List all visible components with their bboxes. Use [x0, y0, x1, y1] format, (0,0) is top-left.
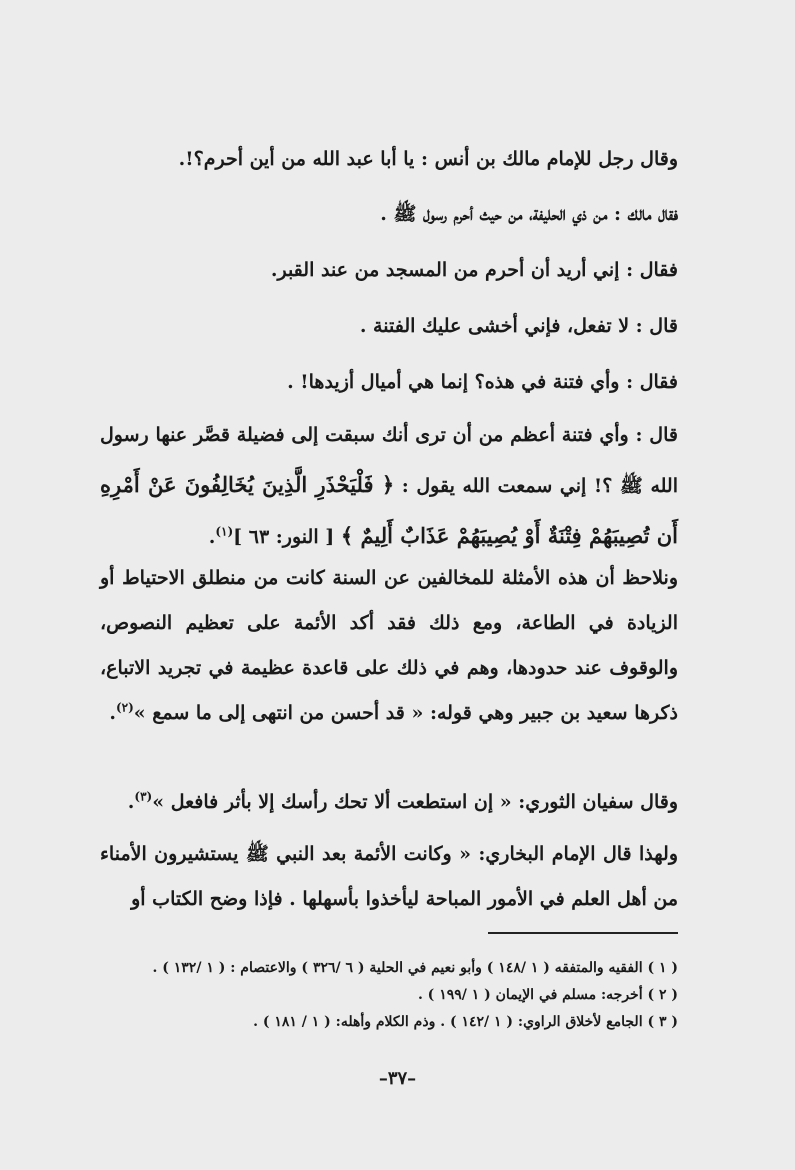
quran-verse: ﴿ فَلْيَحْذَرِ الَّذِينَ يُخَالِفُونَ عَنْ أَمْرِهِ أَن تُصِيبَهُمْ فِتْنَةٌ أَوْ يُصِيبَهُمْ عَذَابٌ أَلِيمٌ ﴾ — [100, 472, 678, 548]
body-line-3: فقال : إني أريد أن أحرم من المسجد من عند القبر. — [270, 259, 678, 281]
paragraph-text: وقال سفيان الثوري: « إن استطعت ألا تحك رأسك إلا بأثر فافعل » — [152, 791, 678, 813]
body-line-4: قال : لا تفعل، فإني أخشى عليك الفتنة . — [359, 315, 678, 337]
body-paragraph-verse — [100, 410, 678, 562]
footnote-1: ( ١ ) الفقيه والمتفقه ( ١ /١٤٨ ) وأبو نعيم في الحلية ( ٦ /٣٢٦ ) والاعتصام : ( ١ /١٣٢ ) . — [152, 960, 678, 976]
footnote-marker-2: (٢) — [115, 700, 134, 715]
paragraph-end: . — [208, 526, 216, 548]
paragraph-end: . — [127, 791, 135, 813]
body-line-2: فقال مالك : من ذي الحليفة، من حيث أحرم رسول ﷺ . — [380, 203, 678, 225]
paragraph-text: قال : وأي فتنة أعظم من أن ترى أنك سبقت إلى فضيلة قصَّر عنها رسول الله ﷺ ؟! إني سمعت الله يقول : — [100, 424, 678, 497]
footnote-2: ( ٢ ) أخرجه: مسلم في الإيمان ( ١ /١٩٩ ) . — [417, 987, 678, 1003]
footnote-marker-3: (٣) — [134, 789, 153, 804]
body-paragraph-bukhari: ولهذا قال الإمام البخاري: « وكانت الأئمة بعد النبي ﷺ يستشيرون الأمناء من أهل العلم في الأمور المباحة ليأخذوا بأسهلها . فإذا وضح الكتاب أو — [100, 843, 678, 910]
paragraph-text: ونلاحظ أن هذه الأمثلة للمخالفين عن السنة كانت من منطلق الاحتياط أو الزيادة في الطاعة، ومع ذلك فقد أكد الأئمة على تعظيم النصوص، والوقوف عند حدودها، وهم في ذلك على قاعدة عظيمة في تجريد الاتباع، ذكرها سعيد بن جبير وهي قوله: « قد أحسن من انتهى إلى ما سمع » — [100, 567, 678, 724]
footnote-3: ( ٣ ) الجامع لأخلاق الراوي: ( ١ /١٤٢ ) . وذم الكلام وأهله: ( ١ / ١٨١ ) . — [253, 1014, 678, 1030]
body-paragraph-thawri — [100, 776, 678, 828]
page-number: –٣٧– — [378, 1068, 417, 1089]
footnote-marker-1: (١) — [215, 524, 234, 539]
verse-reference: [ النور: ٦٣ ] — [233, 526, 335, 548]
footnotes — [100, 955, 678, 1036]
body-paragraph-observation — [100, 556, 678, 736]
body-line-1: وقال رجل للإمام مالك بن أنس : يا أبا عبد الله من أين أحرم؟!. — [178, 148, 678, 170]
paragraph-end: . — [109, 702, 116, 724]
body-line-5: فقال : وأي فتنة في هذه؟ إنما هي أميال أزيدها! . — [287, 371, 678, 393]
footnote-divider — [488, 932, 678, 934]
